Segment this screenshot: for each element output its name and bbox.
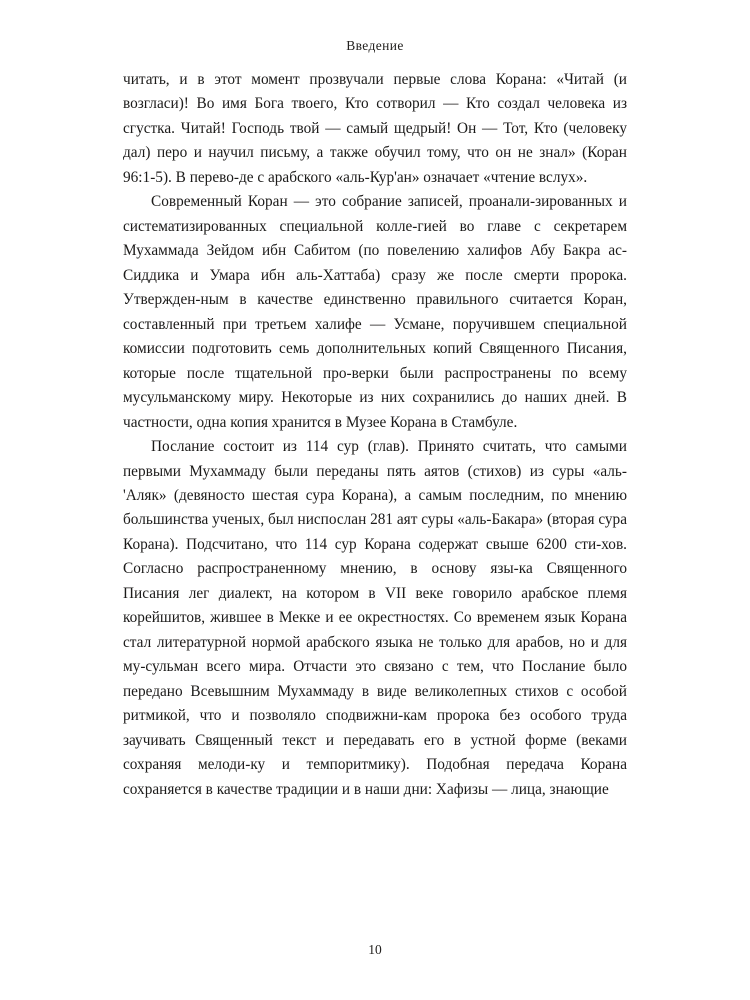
running-head: Введение (346, 38, 404, 53)
body-text (123, 68, 627, 802)
paragraph: читать, и в этот момент прозвучали первые слова Корана: «Читай (и возгласи)! Во имя Бога твоего, Кто сотворил — Кто создал человека из сгустка. Читай! Господь твой — самый щедрый! Он — Тот, Кто (человеку дал) перо и научил письму, а также обучил тому, что он не знал» (Коран 96:1-5). В перево-де с арабского «аль-Кур'ан» означает «чтение вслух». (123, 71, 627, 186)
paragraph: Современный Коран — это собрание записей, проанали-зированных и систематизированных специальной колле-гией во главе с секретарем Мухаммада Зейдом ибн Сабитом (по повелению халифов Абу Бакра ас-Сиддика и Умара ибн аль-Хаттаба) сразу же после смерти пророка. Утвержден-ным в качестве единственно правильного считается Коран, составленный при третьем халифе — Усмане, поручившем специальной комиссии подготовить семь дополнительных копий Священного Писания, которые после тщательной про-верки были распространены по всему мусульманскому миру. Некоторые из них сохранились до наших дней. В частности, одна копия хранится в Музее Корана в Стамбуле. (123, 193, 627, 431)
paragraph: Послание состоит из 114 сур (глав). Принято считать, что самыми первыми Мухаммаду были переданы пять аятов (стихов) из суры «аль-'Аляк» (девяносто шестая сура Корана), а самым последним, по мнению большинства ученых, был ниспослан 281 аят суры «аль-Бакара» (вторая сура Корана). Подсчитано, что 114 сур Корана содержат свыше 6200 сти-хов. Согласно распространенному мнению, в основу язы-ка Священного Писания лег диалект, на котором в VII веке говорило арабское племя корейшитов, жившее в Мекке и ее окрестностях. Со временем язык Корана стал литературной нормой арабского языка не только для арабов, но и для му-сульман всего мира. Отчасти это связано с тем, что Послание было передано Всевышним Мухаммаду в виде великолепных стихов с особой ритмикой, что и позволяло сподвижни-кам пророка без особого труда заучивать Священный текст и передавать его в устной форме (веками сохраняя мелоди-ку и темпоритмику). Подобная передача Корана сохраняется в качестве традиции и в наши дни: Хафизы — лица, знающие (123, 438, 627, 798)
page-number: 10 (368, 942, 382, 957)
